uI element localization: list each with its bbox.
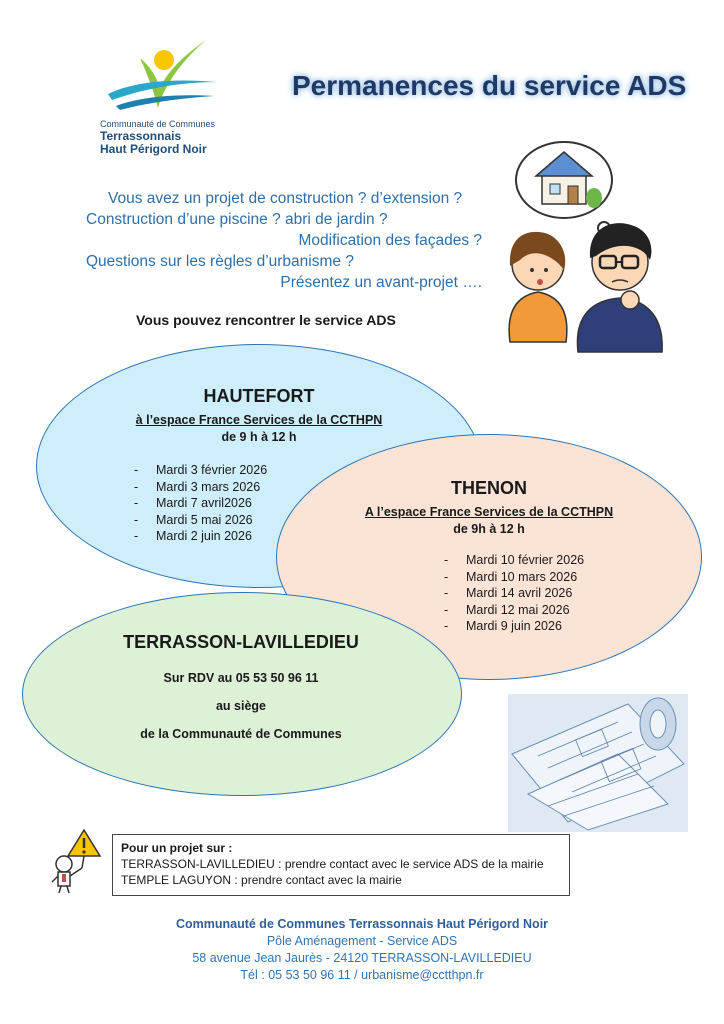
list-item: - Mardi 10 mars 2026 xyxy=(444,569,584,586)
footer-contact xyxy=(112,916,612,984)
note-heading: Pour un projet sur : xyxy=(121,841,233,855)
note-line: TEMPLE LAGUYON : prendre contact avec la mairie xyxy=(121,873,402,887)
intro-line: Vous avez un projet de construction ? d’extension ? xyxy=(108,190,463,207)
footer-address: 58 avenue Jean Jaurès - 24120 TERRASSON-LAVILLEDIEU xyxy=(192,951,532,965)
note-line: TERRASSON-LAVILLEDIEU : prendre contact avec le service ADS de la mairie xyxy=(121,857,544,871)
intro-line: Présentez un avant-projet …. xyxy=(280,274,482,291)
list-item: - Mardi 12 mai 2026 xyxy=(444,602,584,619)
list-item: - Mardi 3 février 2026 xyxy=(134,462,267,479)
cc-logo xyxy=(96,36,226,164)
intro-line: Questions sur les règles d’urbanisme ? xyxy=(86,253,354,270)
list-item: - Mardi 2 juin 2026 xyxy=(134,528,267,545)
intro-line: Construction d’une piscine ? abri de jardin ? xyxy=(86,211,388,228)
footer-contact-line: Tél : 05 53 50 96 11 / urbanisme@cctthpn.fr xyxy=(240,968,484,982)
hautefort-title: HAUTEFORT xyxy=(203,386,315,406)
thenon-title: THENON xyxy=(451,478,527,498)
list-item: - Mardi 9 juin 2026 xyxy=(444,618,584,635)
intro-line: Modification des façades ? xyxy=(298,232,482,249)
list-item: - Mardi 7 avril2026 xyxy=(134,495,267,512)
thenon-hours: de 9h à 12 h xyxy=(453,522,525,536)
thenon-block xyxy=(338,478,640,536)
logo-line-1: Communauté de Communes xyxy=(100,119,216,129)
intro-questions xyxy=(84,188,484,293)
thinking-couple-illustration xyxy=(496,136,668,354)
terrasson-block xyxy=(84,632,398,741)
terrasson-title: TERRASSON-LAVILLEDIEU xyxy=(123,632,359,652)
hautefort-hours: de 9 h à 12 h xyxy=(221,430,297,444)
logo-line-3: Haut Périgord Noir xyxy=(100,142,207,157)
hautefort-dates xyxy=(134,462,267,545)
thenon-place: A l’espace France Services de la CCTHPN xyxy=(364,505,614,519)
project-contact-note xyxy=(112,834,570,896)
list-item: - Mardi 10 février 2026 xyxy=(444,552,584,569)
terrasson-siege: au siège xyxy=(215,699,267,713)
warning-figure-icon xyxy=(48,828,104,894)
list-item: - Mardi 5 mai 2026 xyxy=(134,512,267,529)
hautefort-place: à l’espace France Services de la CCTHPN xyxy=(135,413,383,427)
blueprint-plans-image xyxy=(508,694,688,832)
thenon-dates xyxy=(444,552,584,635)
page-title: Permanences du service ADS xyxy=(292,70,687,101)
list-item: - Mardi 14 avril 2026 xyxy=(444,585,584,602)
meet-service-heading: Vous pouvez rencontrer le service ADS xyxy=(136,312,396,328)
terrasson-rdv: Sur RDV au 05 53 50 96 11 xyxy=(163,671,319,685)
hautefort-block xyxy=(112,386,406,444)
footer-pole: Pôle Aménagement - Service ADS xyxy=(266,934,458,948)
logo-emblem-icon xyxy=(102,36,218,120)
logo-line-2: Terrassonnais xyxy=(100,128,182,143)
terrasson-cc: de la Communauté de Communes xyxy=(140,727,342,741)
list-item: - Mardi 3 mars 2026 xyxy=(134,479,267,496)
footer-org: Communauté de Communes Terrassonnais Haut Périgord Noir xyxy=(175,917,549,931)
